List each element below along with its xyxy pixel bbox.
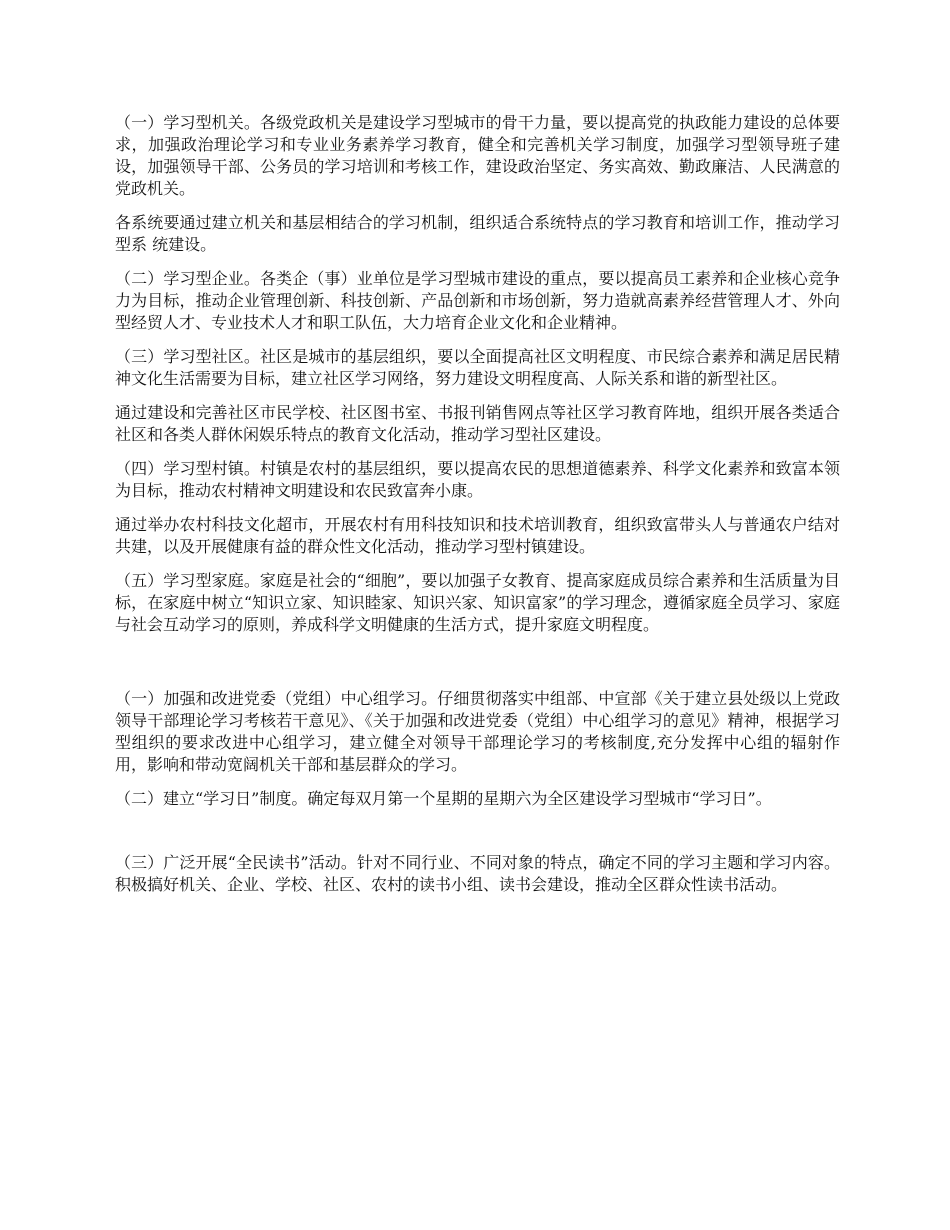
paragraph-study-villages: （四）学习型村镇。村镇是农村的基层组织，要以提高农民的思想道德素养、科学文化素养和致富本领为目标，推动农村精神文明建设和农民致富奔小康。 <box>115 459 840 500</box>
paragraph-study-enterprises: （二）学习型企业。各类企（事）业单位是学习型城市建设的重点，要以提高员工素养和企业核心竞争力为目标，推动企业管理创新、科技创新、产品创新和市场创新，努力造就高素养经营管理人才、外向型经贸人才、专业技术人才和职工队伍，大力培育企业文化和企业精神。 <box>115 269 840 332</box>
paragraph-study-families: （五）学习型家庭。家庭是社会的“细胞”，要以加强子女教育、提高家庭成员综合素养和生活质量为目标，在家庭中树立“知识立家、知识睦家、知识兴家、知识富家”的学习理念，遵循家庭全员学习、家庭与社会互动学习的原则，养成科学文明健康的生活方式，提升家庭文明程度。 <box>115 571 840 634</box>
paragraph-reading-campaign: （三）广泛开展“全民读书”活动。针对不同行业、不同对象的特点，确定不同的学习主题和学习内容。积极搞好机关、企业、学校、社区、农村的读书小组、读书会建设，推动全区群众性读书活动。 <box>115 853 840 894</box>
paragraph-central-group-study: （一）加强和改进党委（党组）中心组学习。仔细贯彻落实中组部、中宣部《关于建立县处级以上党政领导干部理论学习考核若干意见》、《关于加强和改进党委（党组）中心组学习的意见》精神，根据学习型组织的要求改进中心组学习，建立健全对领导干部理论学习的考核制度,充分发挥中心组的辐射作用，影响和带动宽阔机关干部和基层群众的学习。 <box>115 689 840 774</box>
paragraph-study-organs: （一）学习型机关。各级党政机关是建设学习型城市的骨干力量，要以提高党的执政能力建设的总体要求，加强政治理论学习和专业业务素养学习教育，健全和完善机关学习制度，加强学习型领导班子建设，加强领导干部、公务员的学习培训和考核工作，建设政治坚定、务实高效、勤政廉洁、人民满意的党政机关。 <box>115 113 840 198</box>
paragraph-village-activities: 通过举办农村科技文化超市，开展农村有用科技知识和技术培训教育，组织致富带头人与普通农户结对共建，以及开展健康有益的群众性文化活动，推动学习型村镇建设。 <box>115 515 840 556</box>
paragraph-systems-mechanism: 各系统要通过建立机关和基层相结合的学习机制，组织适合系统特点的学习教育和培训工作，推动学习型系 统建设。 <box>115 213 840 254</box>
paragraph-study-communities: （三）学习型社区。社区是城市的基层组织，要以全面提高社区文明程度、市民综合素养和满足居民精神文化生活需要为目标，建立社区学习网络，努力建设文明程度高、人际关系和谐的新型社区。 <box>115 347 840 388</box>
paragraph-study-day: （二）建立“学习日”制度。确定每双月第一个星期的星期六为全区建设学习型城市“学习日”。 <box>115 789 772 808</box>
paragraph-community-activities: 通过建设和完善社区市民学校、社区图书室、书报刊销售网点等社区学习教育阵地，组织开展各类适合社区和各类人群休闲娱乐特点的教育文化活动，推动学习型社区建设。 <box>115 403 840 444</box>
